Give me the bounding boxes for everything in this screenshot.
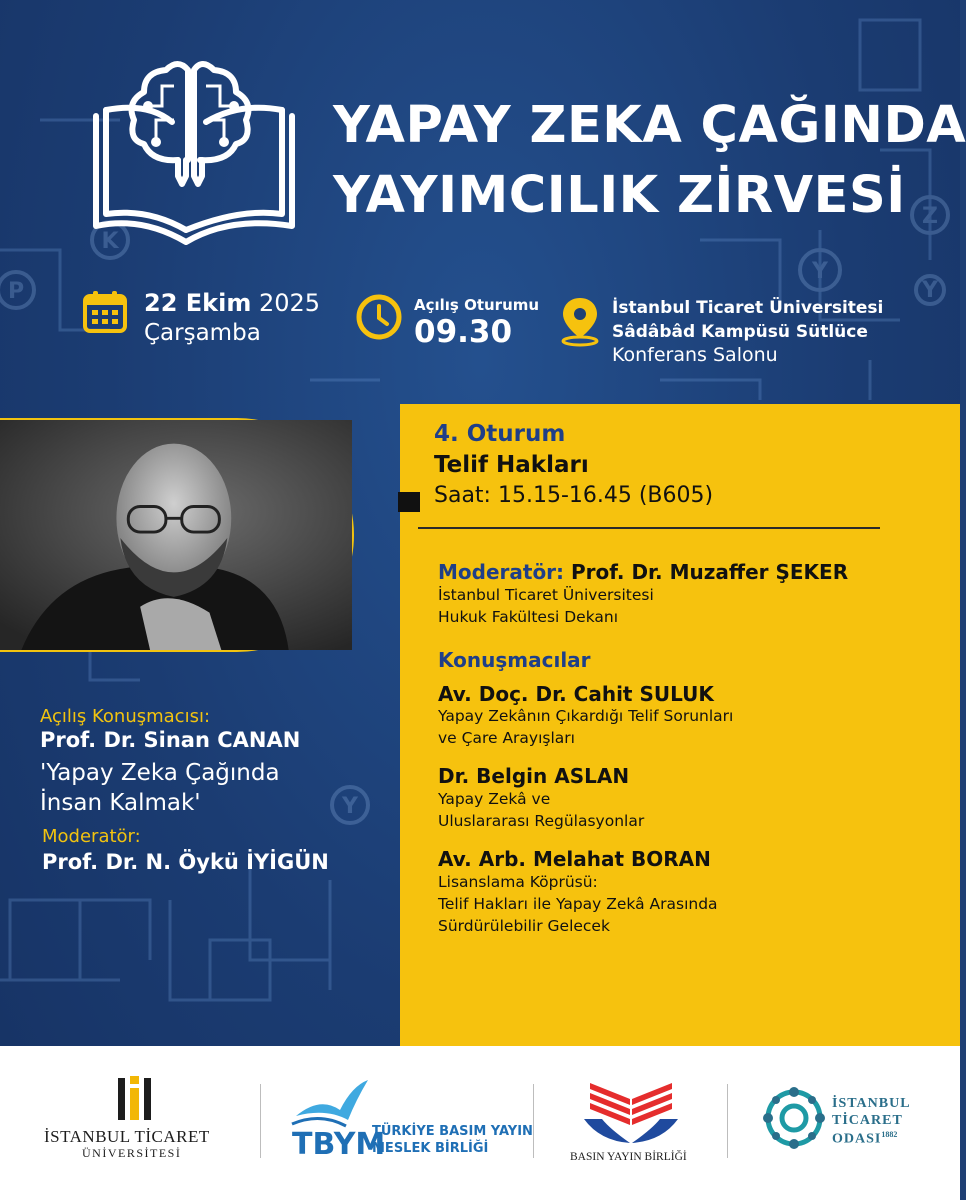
opening-moderator-label: Moderatör: xyxy=(42,826,141,847)
speaker-photo xyxy=(0,418,354,652)
session-moderator-affiliation-2: Hukuk Fakültesi Dekanı xyxy=(438,608,619,626)
ito-name-text: ODASI xyxy=(832,1131,882,1147)
svg-text:P: P xyxy=(7,279,25,304)
ito-logo-icon xyxy=(762,1086,826,1150)
speaker-topic-line: Yapay Zekâ ve xyxy=(438,790,551,808)
speaker-topic-line: Telif Hakları ile Yapay Zekâ Arasında xyxy=(438,895,718,913)
svg-text:Y: Y xyxy=(812,259,828,284)
svg-text:Y: Y xyxy=(342,794,358,819)
event-date xyxy=(144,289,320,317)
speaker-name: Dr. Belgin ASLAN xyxy=(438,764,630,788)
speaker-topic-line: ve Çare Arayışları xyxy=(438,729,575,747)
tbym-wordmark: TBYM xyxy=(292,1127,386,1162)
itu-name-line-2: ÜNİVERSİTESİ xyxy=(82,1146,182,1160)
speaker-topic-line: Sürdürülebilir Gelecek xyxy=(438,917,610,935)
svg-text:Z: Z xyxy=(922,204,938,229)
byb-logo-icon xyxy=(580,1075,682,1147)
speaker-topic-line: Yapay Zekânın Çıkardığı Telif Sorunları xyxy=(438,707,734,725)
speaker-name: Av. Doç. Dr. Cahit SULUK xyxy=(438,682,714,706)
itu-logo-icon xyxy=(116,1074,154,1122)
speaker-topic-line: Uluslararası Regülasyonlar xyxy=(438,812,645,830)
opening-moderator-name: Prof. Dr. N. Öykü İYİGÜN xyxy=(42,850,329,874)
session-hours: Saat: 15.15-16.45 (B605) xyxy=(434,483,714,508)
event-date-year: 2025 xyxy=(258,289,321,317)
footer-divider xyxy=(533,1084,534,1158)
location-pin-icon xyxy=(560,296,600,346)
session-moderator-affiliation-1: İstanbul Ticaret Üniversitesi xyxy=(438,586,654,604)
opening-session-label: Açılış Oturumu xyxy=(414,296,540,314)
venue-line-2: Sâdâbâd Kampüsü Sütlüce xyxy=(612,322,868,342)
venue-line-3: Konferans Salonu xyxy=(612,344,778,366)
footer-divider xyxy=(727,1084,728,1158)
venue-line-1: İstanbul Ticaret Üniversitesi xyxy=(612,298,884,318)
tbym-name-line-1: TÜRKİYE BASIM YAYIN xyxy=(372,1124,533,1139)
ito-name-line-1: İSTANBUL xyxy=(832,1096,911,1111)
session-number: 4. Oturum xyxy=(434,421,566,447)
ito-name-line-3 xyxy=(832,1130,897,1148)
speaker-name: Av. Arb. Melahat BORAN xyxy=(438,847,711,871)
ito-name-line-2: TİCARET xyxy=(832,1113,903,1128)
session-moderator-label: Moderatör: xyxy=(438,560,565,584)
byb-name: BASIN YAYIN BİRLİĞİ xyxy=(570,1151,687,1163)
session-moderator xyxy=(438,560,848,584)
tbym-name-line-2: MESLEK BİRLİĞİ xyxy=(372,1141,489,1156)
speaker-topic-line: Lisanslama Köprüsü: xyxy=(438,873,598,891)
itu-name-line-1: İSTANBUL TİCARET xyxy=(44,1127,210,1146)
opening-speaker-name: Prof. Dr. Sinan CANAN xyxy=(40,728,301,752)
ito-year: 1882 xyxy=(881,1130,898,1139)
speaker-portrait-image xyxy=(0,420,352,650)
session-title: Telif Hakları xyxy=(434,452,589,478)
event-weekday: Çarşamba xyxy=(144,320,261,346)
event-title-line-1: YAPAY ZEKA ÇAĞINDA xyxy=(333,96,966,155)
footer-divider xyxy=(260,1084,261,1158)
calendar-icon xyxy=(82,290,128,334)
opening-speaker-label: Açılış Konuşmacısı: xyxy=(40,706,211,727)
book-brain-icon xyxy=(82,50,306,254)
opening-session-time: 09.30 xyxy=(414,314,513,350)
event-date-day: 22 Ekim xyxy=(144,289,252,317)
panel-marker xyxy=(398,492,420,512)
opening-talk-title-line-2: İnsan Kalmak' xyxy=(40,790,201,816)
clock-icon xyxy=(356,294,402,340)
tbym-logo-icon xyxy=(290,1076,386,1162)
panel-divider xyxy=(418,527,880,529)
opening-talk-title-line-1: 'Yapay Zeka Çağında xyxy=(40,760,280,786)
session-moderator-name: Prof. Dr. Muzaffer ŞEKER xyxy=(571,560,849,584)
svg-text:Y: Y xyxy=(922,278,938,303)
event-title-line-2: YAYIMCILIK ZİRVESİ xyxy=(333,166,906,225)
speakers-heading: Konuşmacılar xyxy=(438,648,591,672)
svg-text:K: K xyxy=(101,229,119,254)
